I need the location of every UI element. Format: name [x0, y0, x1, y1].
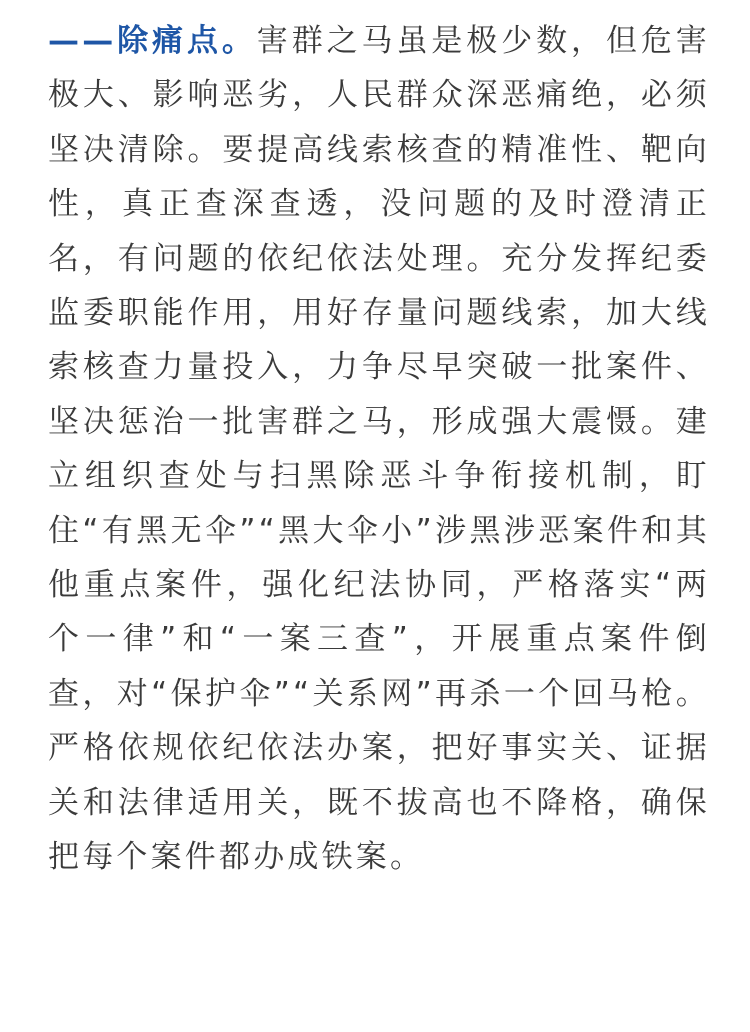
section-heading: ——除痛点。 — [48, 23, 257, 59]
article-paragraph — [48, 14, 710, 885]
paragraph-body: 害群之马虽是极少数，但危害极大、影响恶劣，人民群众深恶痛绝，必须坚决清除。要提高线索核查的精准性、靶向性，真正查深查透，没问题的及时澄清正名，有问题的依纪依法处理。充分发挥纪委监委职能作用，用好存量问题线索，加大线索核查力量投入，力争尽早突破一批案件、坚决惩治一批害群之马，形成强大震慑。建立组织查处与扫黑除恶斗争衔接机制，盯住“有黑无伞”“黑大伞小”涉黑涉恶案件和其他重点案件，强化纪法协同，严格落实“两个一律”和“一案三查”，开展重点案件倒查，对“保护伞”“关系网”再杀一个回马枪。严格依规依纪依法办案，把好事实关、证据关和法律适用关，既不拔高也不降格，确保把每个案件都办成铁案。 — [48, 23, 710, 876]
